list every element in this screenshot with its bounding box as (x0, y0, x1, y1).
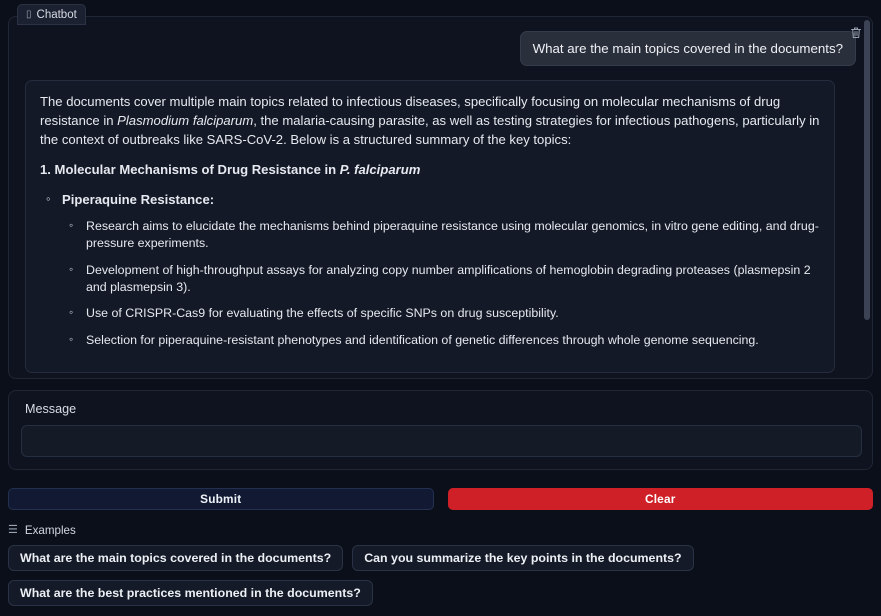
message-label: Message (25, 402, 77, 416)
user-message-row (25, 31, 856, 66)
assistant-section-heading-italic: P. falciparum (339, 161, 421, 177)
list-item: ◦ Use of CRISPR-Cas9 for evaluating the effects of specific SNPs on drug susceptibility. (62, 305, 820, 322)
action-button-row (8, 488, 873, 510)
submit-button[interactable]: Submit (8, 488, 434, 510)
trash-icon[interactable] (846, 22, 866, 42)
message-box (8, 390, 873, 470)
assistant-subsection-list (40, 191, 820, 349)
assistant-bullet-list (62, 218, 820, 349)
assistant-section-heading-prefix: 1. Molecular Mechanisms of Drug Resistance in (40, 161, 340, 177)
assistant-section-heading (40, 161, 820, 180)
assistant-subsection-item (40, 191, 820, 349)
assistant-intro-italic: Plasmodium falciparum (117, 112, 254, 128)
list-item: ◦ Research aims to elucidate the mechanisms behind piperaquine resistance using molecular genomics, in vitro gene editing, and drug-pressure experiments. (62, 218, 820, 253)
list-item: ◦ Development of high-throughput assays for analyzing copy number amplifications of hemoglobin degrading proteases (plasmepsin 2 and plasmepsin 3). (62, 262, 820, 297)
assistant-intro-part2: , the malaria-causing parasite, as well as testing strategies for infectious pathogens, particularly in the context of outbreaks like SARS-CoV-2. Below is a structured summary of the key topics: (40, 112, 820, 147)
chatbot-panel-label (17, 4, 86, 25)
clear-button[interactable]: Clear (448, 488, 874, 510)
assistant-message-bubble (25, 80, 835, 373)
example-chip-2[interactable]: Can you summarize the key points in the documents? (352, 545, 693, 571)
examples-row (8, 580, 873, 606)
chat-message-list (9, 17, 872, 378)
assistant-intro-part1: The documents cover multiple main topics related to infectious diseases, specifically focusing on molecular mechanisms of drug resistance in (40, 94, 781, 128)
assistant-subsection-colon: : (209, 191, 215, 207)
chat-bubble-icon: ▯ (26, 8, 32, 20)
list-icon: ☰ (8, 524, 18, 536)
example-chip-1[interactable]: What are the main topics covered in the documents? (8, 545, 343, 571)
chat-scrollbar-thumb[interactable] (864, 20, 870, 320)
assistant-subsection-title: Piperaquine Resistance (62, 191, 210, 207)
chat-scrollbar[interactable] (864, 20, 870, 375)
examples-header (8, 524, 873, 537)
list-item: ◦ Selection for piperaquine-resistant phenotypes and identification of genetic differences through whole genome sequencing. (62, 332, 820, 349)
message-input[interactable] (21, 425, 862, 457)
examples-section (8, 524, 873, 606)
user-message-bubble: What are the main topics covered in the documents? (520, 31, 856, 66)
assistant-intro-paragraph (40, 93, 820, 150)
chatbot-panel (8, 8, 873, 379)
examples-header-label: Examples (24, 524, 76, 537)
examples-rows (8, 545, 873, 606)
example-chip-3[interactable]: What are the best practices mentioned in the documents? (8, 580, 373, 606)
examples-row (8, 545, 873, 571)
chatbot-panel-label-text: Chatbot (36, 8, 77, 21)
